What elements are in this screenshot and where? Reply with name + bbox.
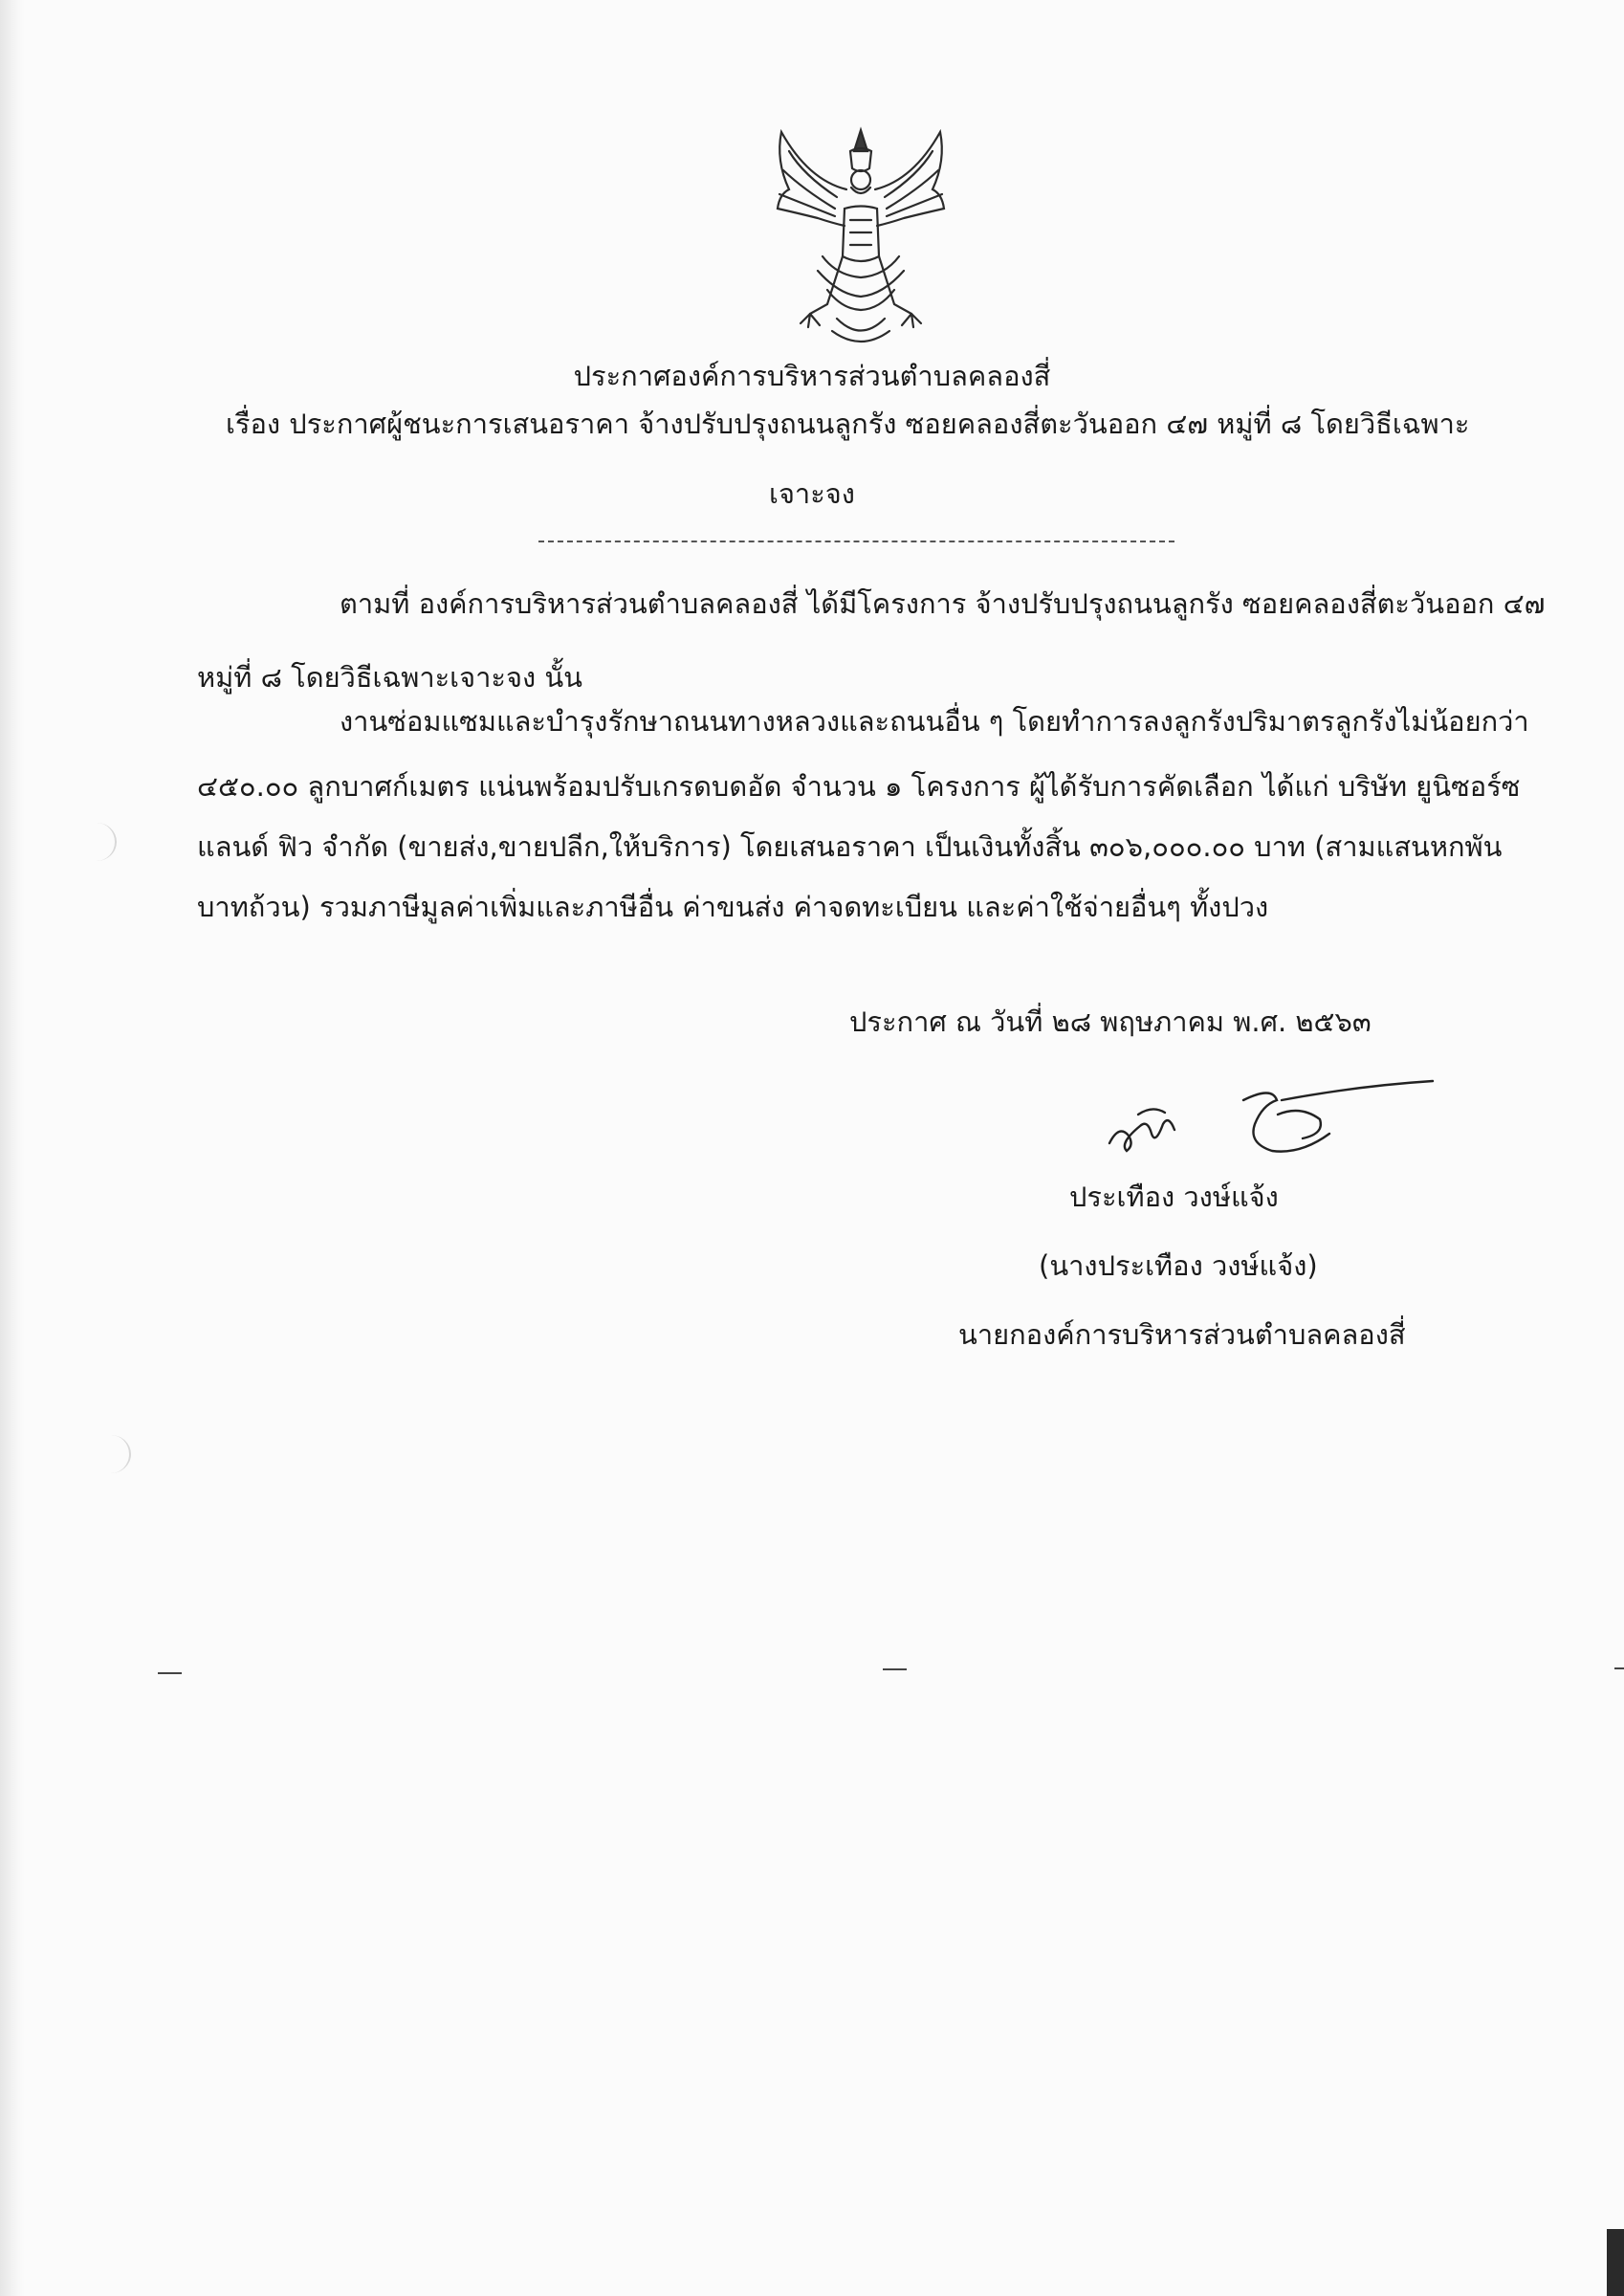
signatory-position: นายกองค์การบริหารส่วนตำบลคลองสี่ xyxy=(958,1318,1406,1351)
body-paragraph-2-line: งานซ่อมแซมและบำรุงรักษาถนนทางหลวงและถนนอื่น ๆ โดยทำการลงลูกรังปริมาตรลูกรังไม่น้อยกว่า xyxy=(340,705,1529,738)
body-paragraph-2-line: บาทถ้วน) รวมภาษีมูลค่าเพิ่มและภาษีอื่น ค่าขนส่ง ค่าจดทะเบียน และค่าใช้จ่ายอื่นๆ ทั้งปวง xyxy=(197,891,1269,923)
handwritten-signature xyxy=(1052,1067,1454,1181)
scan-edge-shadow xyxy=(0,0,25,2296)
header-divider xyxy=(538,541,1174,542)
punch-hole-mark xyxy=(91,1435,131,1473)
body-paragraph-2-line: แลนด์ ฟิว จำกัด (ขายส่ง,ขายปลีก,ให้บริการ) โดยเสนอราคา เป็นเงินทั้งสิ้น ๓๐๖,๐๐๐.๐๐ บาท (สามแสนหกพัน xyxy=(197,830,1503,863)
announcement-header: ประกาศองค์การบริหารส่วนตำบลคลองสี่ xyxy=(573,360,1051,392)
scan-corner-mark xyxy=(1607,2229,1624,2296)
signatory-signed-name: ประเทือง วงษ์แจ้ง xyxy=(1069,1181,1279,1213)
announcement-date: ประกาศ ณ วันที่ ๒๘ พฤษภาคม พ.ศ. ๒๕๖๓ xyxy=(849,1005,1372,1038)
scan-tick-mark xyxy=(883,1668,907,1670)
scan-tick-mark xyxy=(158,1672,182,1674)
signatory-full-name: (นางประเทือง วงษ์แจ้ง) xyxy=(1039,1249,1318,1282)
body-paragraph-1-line: ตามที่ องค์การบริหารส่วนตำบลคลองสี่ ได้มีโครงการ จ้างปรับปรุงถนนลูกรัง ซอยคลองสี่ตะวันออก ๔๗ xyxy=(340,587,1546,620)
announcement-subject-continued: เจาะจง xyxy=(769,477,855,510)
scan-tick-mark xyxy=(1614,1667,1624,1669)
garuda-emblem xyxy=(751,113,971,352)
punch-hole-mark xyxy=(77,823,117,861)
announcement-subject: เรื่อง ประกาศผู้ชนะการเสนอราคา จ้างปรับปรุงถนนลูกรัง ซอยคลองสี่ตะวันออก ๔๗ หมู่ที่ ๘ โดยวิธีเฉพาะ xyxy=(226,408,1470,440)
body-paragraph-2-line: ๔๕๐.๐๐ ลูกบาศก์เมตร แน่นพร้อมปรับเกรดบดอัด จำนวน ๑ โครงการ ผู้ได้รับการคัดเลือก ได้แก่ บริษัท ยูนิซอร์ซ xyxy=(197,770,1521,803)
body-paragraph-1-line: หมู่ที่ ๘ โดยวิธีเฉพาะเจาะจง นั้น xyxy=(197,661,582,694)
